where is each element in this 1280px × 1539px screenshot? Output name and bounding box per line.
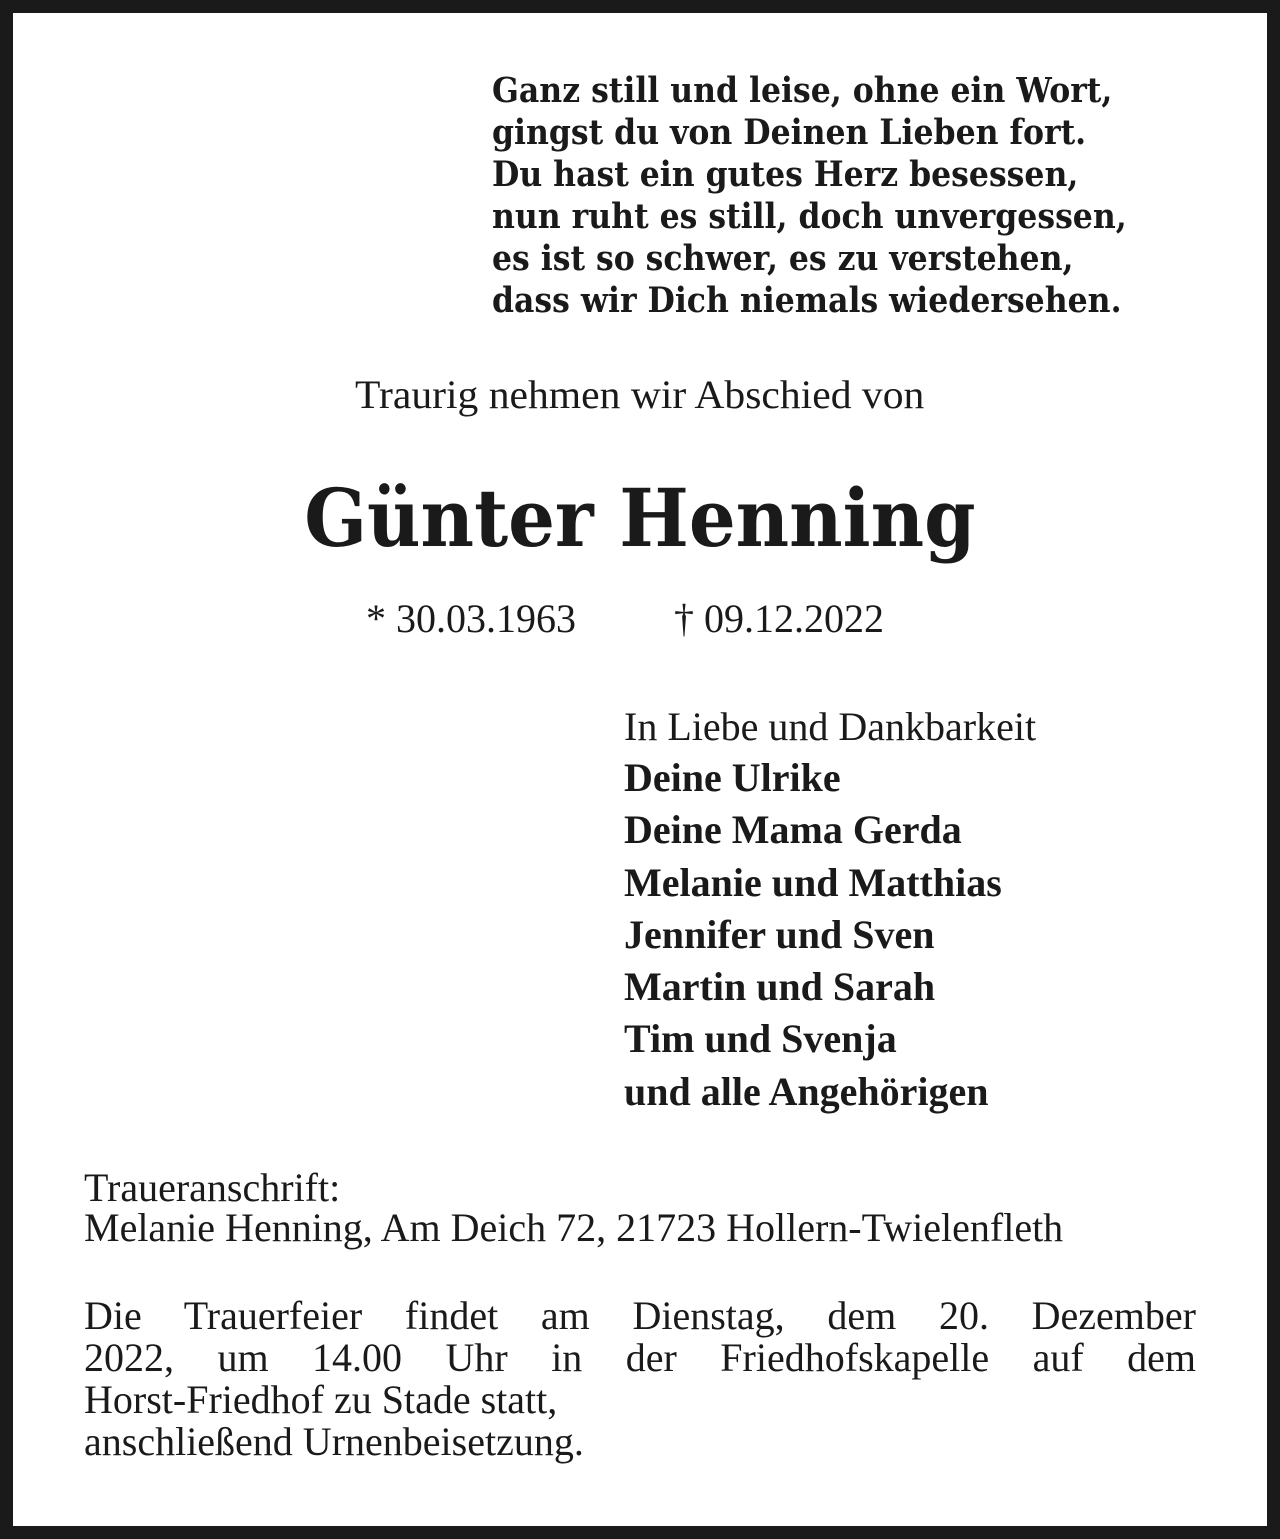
ceremony-line-3: Horst-Friedhof zu Stade statt, bbox=[84, 1377, 558, 1422]
family-member: Tim und Svenja bbox=[624, 1016, 897, 1062]
family-member: Jennifer und Sven bbox=[624, 911, 935, 957]
address-label: Traueranschrift: bbox=[84, 1165, 341, 1210]
family-member: Melanie und Matthias bbox=[624, 859, 1002, 905]
family-member: Deine Mama Gerda bbox=[624, 807, 962, 853]
address-value: Melanie Henning, Am Deich 72, 21723 Hollern-Twielenfleth bbox=[84, 1205, 1064, 1250]
family-member: Deine Ulrike bbox=[624, 755, 841, 800]
death-date: † 09.12.2022 bbox=[674, 596, 884, 641]
farewell-intro bbox=[0, 372, 1280, 418]
signoff-thanks: In Liebe und Dankbarkeit bbox=[624, 704, 1037, 749]
poem-line-2: gingst du von Deinen Lieben fort. bbox=[492, 112, 1087, 153]
ceremony-line-2: 2022, um 14.00 Uhr in der Friedhofskapelle auf dem bbox=[84, 1335, 1196, 1380]
farewell-intro-text: Traurig nehmen wir Abschied von bbox=[355, 372, 925, 417]
mourning-address bbox=[84, 1165, 1224, 1250]
poem bbox=[492, 70, 1176, 322]
ceremony-line-1: Die Trauerfeier findet am Dienstag, dem 20. Dezember bbox=[84, 1293, 1196, 1338]
poem-line-4: nun ruht es still, doch unvergessen, bbox=[492, 196, 1127, 237]
poem-line-1: Ganz still und leise, ohne ein Wort, bbox=[492, 70, 1113, 111]
ceremony-line-4: anschließend Urnenbeisetzung. bbox=[84, 1419, 584, 1464]
poem-line-6: dass wir Dich niemals wiedersehen. bbox=[492, 280, 1122, 321]
deceased-name bbox=[0, 468, 1280, 568]
poem-line-3: Du hast ein gutes Herz besessen, bbox=[492, 154, 1079, 195]
birth-date: * 30.03.1963 bbox=[366, 596, 576, 641]
signoff bbox=[624, 702, 1244, 1118]
family-member: Martin und Sarah bbox=[624, 964, 936, 1010]
poem-line-5: es ist so schwer, es zu verstehen, bbox=[492, 238, 1074, 279]
family-member: und alle Angehörigen bbox=[624, 1068, 989, 1114]
ceremony-info bbox=[84, 1295, 1196, 1463]
deceased-name-text: Günter Henning bbox=[304, 471, 976, 565]
